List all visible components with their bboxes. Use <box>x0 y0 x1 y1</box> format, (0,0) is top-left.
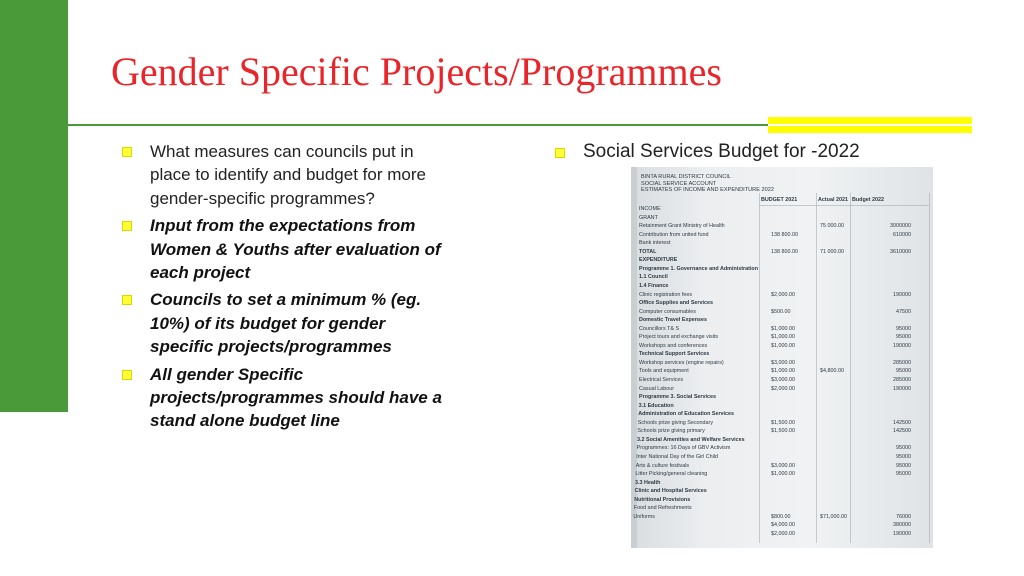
bullet-text: All gender Specific projects/programmes should have a stand alone budget line <box>150 364 442 431</box>
bullet-text: What measures can councils put in place to identify and budget for more gender-specific programmes? <box>150 142 426 208</box>
doc-value-budget-2021: $3,000.00 <box>771 359 795 366</box>
doc-value-budget-2022: 190000 <box>893 385 911 392</box>
doc-value-budget-2021: $2,000.00 <box>771 385 795 392</box>
budget-document-photo <box>631 167 933 548</box>
doc-value-budget-2022: 142500 <box>893 428 911 435</box>
doc-grid-line <box>816 193 817 543</box>
doc-line-label: Inter National Day of the Girl Child <box>636 453 718 460</box>
doc-value-actual-2021: $71,000.00 <box>820 513 847 520</box>
doc-line-label: Technical Support Services <box>639 351 710 358</box>
doc-header-line: SOCIAL SERVICE ACCOUNT <box>641 180 717 187</box>
doc-value-budget-2021: $3,000.00 <box>771 462 795 469</box>
doc-line-label: Bank interest <box>639 240 671 247</box>
doc-line-label: Schools prize giving Secondary <box>637 419 714 426</box>
doc-value-budget-2022: 285000 <box>893 377 911 383</box>
doc-line-label: Office Supplies and Services <box>639 300 714 307</box>
doc-value-budget-2022: 76000 <box>896 513 911 520</box>
doc-value-budget-2022: 142500 <box>893 419 911 426</box>
doc-line-label: Nutritional Provisions <box>634 496 691 503</box>
bullet-item <box>122 140 452 210</box>
bullet-item <box>122 288 452 358</box>
doc-value-budget-2021: $1,500.00 <box>771 428 795 435</box>
doc-value-budget-2022: 285000 <box>893 359 911 366</box>
doc-line-label: Food and Refreshments <box>633 505 692 512</box>
doc-value-budget-2021: $1,000.00 <box>771 368 795 375</box>
doc-value-budget-2022: 380000 <box>893 522 911 529</box>
doc-line-label: 1.1 Council <box>639 274 668 281</box>
doc-value-budget-2022: 95000 <box>896 453 911 460</box>
doc-header-line: BINTA RURAL DISTRICT COUNCIL <box>641 174 732 180</box>
bullet-square-icon <box>122 221 132 231</box>
doc-value-budget-2021: 138 800.00 <box>771 231 798 238</box>
doc-value-budget-2021: $500.00 <box>771 308 791 315</box>
doc-value-budget-2021: $1,500.00 <box>771 419 795 426</box>
doc-line-label: Programme 1. Governance and Administration <box>639 265 759 272</box>
bullet-square-icon <box>122 295 132 305</box>
bullet-text: Social Services Budget for -2022 <box>583 141 860 162</box>
doc-value-budget-2022: 3610000 <box>890 248 911 255</box>
doc-line-label: Casual Labour <box>639 385 675 392</box>
bullet-square-icon <box>122 370 132 380</box>
doc-value-budget-2022: 95000 <box>896 368 911 375</box>
doc-line-label: Litter Picking/general cleaning <box>635 471 708 478</box>
doc-value-budget-2022: 95000 <box>896 462 911 469</box>
doc-value-budget-2021: $1,000.00 <box>771 325 795 332</box>
doc-line-label: Retainment Grant Ministry of Health <box>639 223 725 230</box>
doc-grid-line <box>759 193 760 543</box>
doc-value-budget-2022: 610000 <box>893 231 911 238</box>
bullet-square-icon <box>122 147 132 157</box>
doc-value-actual-2021: 75 000.00 <box>820 223 844 230</box>
doc-value-budget-2021: $2,000.00 <box>771 291 795 298</box>
doc-column-header: Budget 2022 <box>852 197 885 203</box>
doc-column-header: Actual 2021 <box>818 197 848 203</box>
doc-line-label: INCOME <box>639 206 661 212</box>
doc-grid-line <box>850 193 851 543</box>
doc-value-budget-2021: $1,000.00 <box>771 334 795 341</box>
doc-line-label: Computer consumables <box>639 308 696 315</box>
doc-value-budget-2022: 95000 <box>896 325 911 332</box>
doc-value-budget-2022: 95000 <box>896 334 911 341</box>
doc-value-budget-2022: 190000 <box>893 291 911 298</box>
doc-value-budget-2022: 190000 <box>893 530 911 537</box>
bullet-item <box>122 363 452 433</box>
doc-grid-line <box>759 205 929 206</box>
doc-value-budget-2021: $2,000.00 <box>771 530 795 537</box>
doc-value-budget-2022: 47500 <box>896 308 911 315</box>
doc-line-label: Contribution from united fund <box>639 231 709 238</box>
right-bullet-list <box>555 140 975 167</box>
doc-line-label: Clinic registration fees <box>639 291 693 298</box>
bullet-text: Input from the expectations from Women & Youths after evaluation of each project <box>150 216 441 283</box>
doc-line-label: Programme 3. Social Services <box>639 394 717 401</box>
doc-value-budget-2021: $3,000.00 <box>771 377 795 383</box>
bullet-item <box>555 140 975 163</box>
doc-line-label: Councillors T& S <box>639 325 680 332</box>
doc-line-label: Workshop services (engine repairs) <box>639 359 724 366</box>
doc-line-label: TOTAL <box>639 248 657 255</box>
doc-line-label: Project tours and exchange visits <box>639 334 719 341</box>
doc-header-line: ESTIMATES OF INCOME AND EXPENDITURE 2022 <box>641 187 774 193</box>
doc-value-budget-2022: 95000 <box>896 471 911 478</box>
doc-line-label: Uniforms <box>633 513 655 520</box>
left-bullet-list <box>122 140 452 437</box>
doc-column-header: BUDGET 2021 <box>761 197 798 203</box>
doc-line-label: Workshops and conferences <box>639 342 708 349</box>
doc-line-label: Electrical Services <box>639 377 684 383</box>
doc-line-label: 3.2 Social Amenities and Welfare Services <box>637 436 745 443</box>
doc-value-actual-2021: $4,800.00 <box>820 368 844 375</box>
doc-value-actual-2021: 71 000.00 <box>820 248 844 255</box>
doc-line-label: Domestic Travel Expenses <box>639 317 708 324</box>
doc-line-label: Tools and equipment <box>639 368 689 375</box>
doc-line-label: Administration of Education Services <box>638 411 735 418</box>
doc-line-label: EXPENDITURE <box>639 257 678 264</box>
bullet-item <box>122 214 452 284</box>
doc-line-label: 3.3 Health <box>635 479 661 486</box>
doc-value-budget-2021: $800.00 <box>771 513 791 520</box>
accent-sidebar <box>0 0 68 412</box>
doc-line-label: 1.4 Finance <box>639 282 669 289</box>
doc-value-budget-2022: 190000 <box>893 342 911 349</box>
doc-line-label: 3.1 Education <box>638 402 674 409</box>
doc-value-budget-2022: 3000000 <box>890 223 911 230</box>
bullet-text: Councils to set a minimum % (eg. 10%) of its budget for gender specific projects/programmes <box>150 290 422 357</box>
doc-grid-line <box>929 193 930 543</box>
doc-value-budget-2021: $1,000.00 <box>771 471 795 478</box>
doc-line-label: Clinic and Hospital Services <box>634 488 707 495</box>
doc-line-label: GRANT <box>639 214 658 221</box>
yellow-accent-bar <box>768 117 972 133</box>
bullet-square-icon <box>555 148 565 158</box>
doc-line-label: Schools prize giving primary <box>637 428 705 435</box>
doc-value-budget-2022: 95000 <box>896 445 911 452</box>
doc-value-budget-2021: $1,000.00 <box>771 342 795 349</box>
doc-line-label: Programmes: 16 Days of GBV Activism <box>636 445 731 452</box>
doc-value-budget-2021: 138 800.00 <box>771 248 798 255</box>
doc-line-label: Arts & culture festivals <box>635 462 690 469</box>
slide-title: Gender Specific Projects/Programmes <box>111 49 722 94</box>
doc-value-budget-2021: $4,000.00 <box>771 522 795 529</box>
